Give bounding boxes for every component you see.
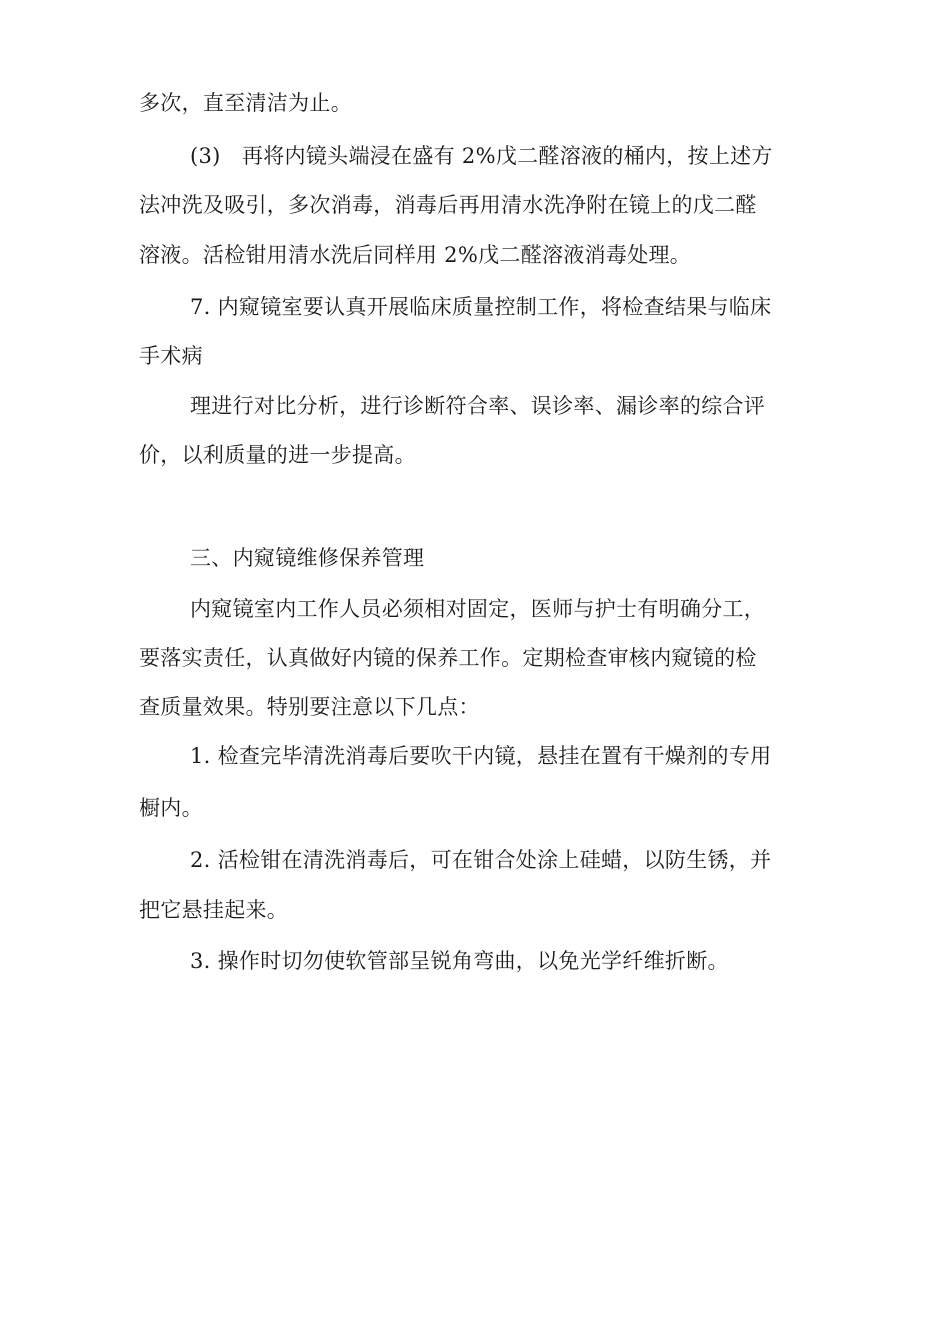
text-line: 2. 活检钳在清洗消毒后，可在钳合处涂上硅蜡，以防生锈，并 [190,848,772,872]
text-line: (3) 再将内镜头端浸在盛有 2%戊二醛溶液的桶内，按上述方 [190,144,773,168]
text-line: 溶液。活检钳用清水洗后同样用 2%戊二醛溶液消毒处理。 [139,243,692,267]
text-line: 法冲洗及吸引，多次消毒，消毒后再用清水洗净附在镜上的戊二醛 [139,193,757,217]
text-line: 多次，直至清洁为止。 [139,91,352,115]
text-line: 理进行对比分析，进行诊断符合率、误诊率、漏诊率的综合评 [190,394,766,418]
text-line: 橱内。 [139,796,203,820]
text-line: 手术病 [139,344,203,368]
text-line: 内窥镜室内工作人员必须相对固定，医师与护士有明确分工， [190,597,766,621]
text-line: 1. 检查完毕清洗消毒后要吹干内镜，悬挂在置有干燥剂的专用 [190,744,772,768]
text-line: 价，以利质量的进一步提高。 [139,443,416,467]
text-line: 把它悬挂起来。 [139,898,289,922]
text-line: 要落实责任，认真做好内镜的保养工作。定期检查审核内窥镜的检 [139,646,757,670]
section-heading: 三、内窥镜维修保养管理 [190,546,425,570]
text-line: 查质量效果。特别要注意以下几点： [139,695,480,719]
text-line: 3. 操作时切勿使软管部呈锐角弯曲，以免光学纤维折断。 [190,949,729,973]
text-line: 7. 内窥镜室要认真开展临床质量控制工作，将检查结果与临床 [190,295,772,319]
